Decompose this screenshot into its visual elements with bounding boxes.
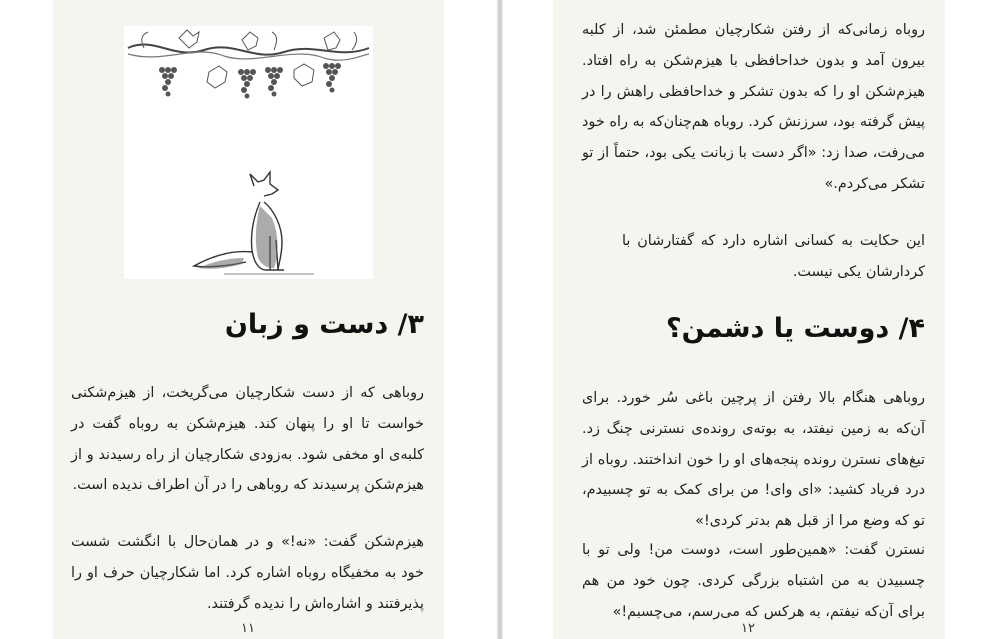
paragraph: هیزم‌شکن گفت: «نه!» و در همان‌حال با انگشت شست خود به مخفیگاه روباه اشاره کرد. اما شکارچیان حرف او را پذیرفتند و اشاره‌اش را ندیده گرفتند. — [71, 534, 424, 612]
page-number: ۱۱ — [241, 621, 255, 636]
left-page — [53, 0, 444, 639]
fox-under-grapevine-illustration — [124, 26, 373, 279]
paragraph: این حکایت به کسانی اشاره دارد که گفتارشان با کردارشان یکی نیست. — [622, 233, 925, 280]
paragraph: روباهی که از دست شکارچیان می‌گریخت، از هیزم‌شکنی خواست تا او را پنهان کند. هیزم‌شکن به روباه گفت در کلبه‌ی او مخفی شود. به‌زودی شکارچیان از راه رسیدند و از هیزم‌شکن پرسیدند که روباهی را در آن اطراف ندیده است. — [71, 385, 424, 494]
left-margin — [0, 0, 53, 639]
chapter-heading-3: ۳/ دست و زبان — [224, 309, 424, 340]
paragraph: روباه زمانی‌که از رفتن شکارچیان مطمئن شد، از کلبه بیرون آمد و بدون خداحافظی با هیزم‌شکن به راه افتاد. هیزم‌شکن او را که بدون تشکر و خداحافظی راهش را در پیش گرفته بود، سرزنش کرد. روباه هم‌چنان‌که به راه خود می‌رفت، صدا زد: «اگر دست با زبانت یکی بود، حتماً از تو تشکر می‌کردم.» — [582, 22, 925, 192]
grapevine-fox-drawing — [124, 26, 373, 279]
page-number: ۱۲ — [741, 621, 755, 636]
paragraph: نسترن گفت: «همین‌طور است، دوست من! ولی تو با چسبیدن به من اشتباه بزرگی کردی. چون خود من هم برای آن‌که نیفتم، به هرکس که می‌رسم، می‌چسبم!» — [582, 542, 925, 620]
paragraph: روباهی هنگام بالا رفتن از پرچین باغی سُر خورد. برای آن‌که به زمین نیفتد، به بوته‌ی رونده‌ی نسترنی چنگ زد. تیغ‌های نسترن رونده پنجه‌های او را خون انداختند. روباه از درد فریاد کشید: «ای وای! من برای کمک به تو چسبیدم، تو که وضع مرا از قبل هم بدتر کردی!» — [582, 390, 925, 530]
right-margin — [945, 0, 995, 639]
right-page — [553, 0, 945, 639]
right-inner-margin — [503, 0, 553, 639]
chapter-heading-4: ۴/ دوست یا دشمن؟ — [665, 313, 925, 344]
